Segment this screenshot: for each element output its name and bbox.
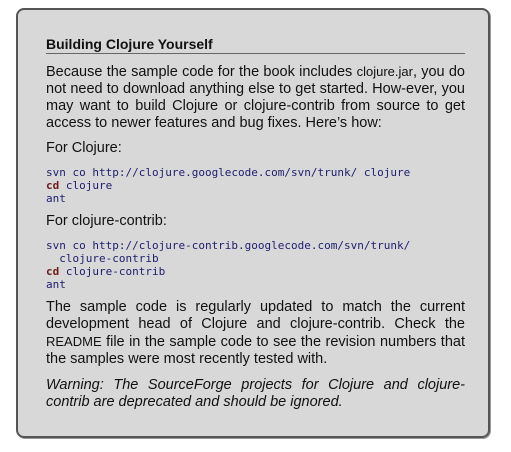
contrib-label: For clojure-contrib: [46,213,167,229]
clojure-svn-command: svn co http://clojure.googlecode.com/svn/trunk/ clojure [46,166,411,179]
intro-paragraph [46,63,465,132]
contrib-cd-keyword: cd [46,265,60,278]
contrib-cd-argument: clojure-contrib [59,265,166,278]
intro-filename: clojure.jar [356,64,413,79]
contrib-code-block [46,239,465,291]
update-paragraph [46,299,465,368]
readme-filename: README [46,334,102,349]
sidebar-content [46,36,465,411]
contrib-svn-command-continued: clojure-contrib [46,252,159,265]
contrib-svn-command: svn co http://clojure-contrib.googlecode.com/svn/trunk/ [46,239,411,252]
update-text-end: file in the sample code to see the revision numbers that the samples were most recently tested with. [46,334,465,367]
clojure-cd-keyword: cd [46,179,60,192]
clojure-cd-argument: clojure [59,179,113,192]
sidebar-title: Building Clojure Yourself [46,36,465,54]
clojure-ant-command: ant [46,192,66,205]
update-text-start: The sample code is regularly updated to match the current development head of Clojure and clojure-contrib. Check the [46,299,465,332]
clojure-code-block [46,166,465,205]
contrib-ant-command: ant [46,278,66,291]
intro-text-start: Because the sample code for the book includes [46,64,357,80]
sidebar-box [16,8,490,438]
clojure-label: For Clojure: [46,140,122,156]
intro-text-end: , you do not need to download anything else to get started. How-ever, you may want to build Clojure or clojure-contrib from source to get access to newer features and bug fixes. Here’s how: [46,64,465,131]
warning-paragraph: Warning: The SourceForge projects for Clojure and clojure-contrib are deprecated and should be ignored. [46,377,465,410]
